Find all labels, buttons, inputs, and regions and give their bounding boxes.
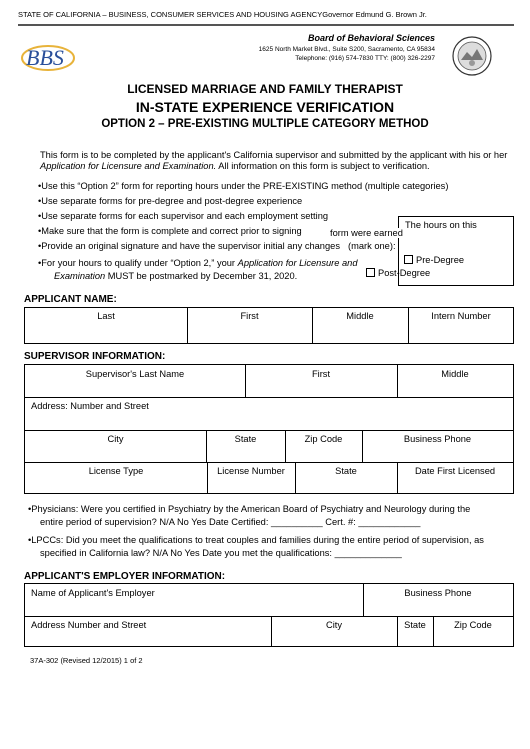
title-line-1: LICENSED MARRIAGE AND FAMILY THERAPIST	[127, 82, 403, 96]
field-supervisor-city[interactable]: City	[107, 434, 124, 444]
field-middle[interactable]: Middle	[346, 311, 374, 321]
pre-degree-option[interactable]: Pre-Degree	[404, 255, 464, 265]
physicians-question: •Physicians: Were you certified in Psychiatry by the American Board of Psychiatry and Neurology during the	[28, 504, 471, 514]
field-employer-name[interactable]: Name of Applicant's Employer	[31, 588, 155, 598]
physicians-answer-options[interactable]: N/A No Yes Date Certified: __________ Cert. #: ____________	[159, 517, 421, 527]
title-line-2: IN-STATE EXPERIENCE VERIFICATION	[135, 99, 395, 115]
hours-box-line3: (mark one):	[348, 241, 396, 251]
logo-text: BBS	[26, 45, 64, 70]
field-date-first-licensed[interactable]: Date First Licensed	[414, 466, 496, 476]
lpcc-answer-options[interactable]: N/A No Yes Date you met the qualifications: _____________	[152, 548, 402, 558]
field-intern-number[interactable]: Intern Number	[431, 311, 491, 321]
field-employer-city[interactable]: City	[325, 620, 342, 630]
bullet-1: •Use this “Option 2” form for reporting hours under the PRE-EXISTING method (multiple categories)	[38, 181, 449, 191]
board-address	[225, 45, 435, 63]
field-supervisor-zip[interactable]: Zip Code	[304, 434, 343, 444]
field-supervisor-last[interactable]: Supervisor's Last Name	[85, 369, 185, 379]
agency-header: STATE OF CALIFORNIA – BUSINESS, CONSUMER SERVICES AND HOUSING AGENCYGovernor Edmund G. Brown Jr.	[18, 10, 427, 19]
post-degree-option[interactable]: Post-Degree	[366, 268, 430, 278]
bullet-3: •Use separate forms for each supervisor and each employment setting	[38, 211, 329, 221]
field-license-state[interactable]: State	[335, 466, 357, 476]
field-employer-phone[interactable]: Business Phone	[404, 588, 472, 598]
header-rule	[18, 24, 514, 26]
hours-box-title: The hours on this	[405, 220, 477, 230]
hours-box-line2: form were earned	[330, 228, 403, 238]
field-first[interactable]: First	[240, 311, 259, 321]
supervisor-heading: SUPERVISOR INFORMATION:	[24, 351, 166, 362]
lpcc-question-cont: specified in California law? N/A No Yes Date you met the qualifications: _____________	[40, 548, 402, 558]
applicant-name-table	[24, 307, 514, 344]
post-degree-checkbox[interactable]	[366, 268, 375, 277]
applicant-heading: APPLICANT NAME:	[24, 294, 117, 305]
field-supervisor-middle[interactable]: Middle	[441, 369, 469, 379]
field-supervisor-state[interactable]: State	[234, 434, 257, 444]
title-line-3: OPTION 2 – PRE-EXISTING MULTIPLE CATEGORY METHOD	[101, 118, 429, 130]
bullet-6-cont: Examination MUST be postmarked by December 31, 2020.	[54, 271, 298, 281]
field-supervisor-phone[interactable]: Business Phone	[403, 434, 472, 444]
state-seal-icon	[452, 36, 492, 76]
board-name: Board of Behavioral Sciences	[307, 33, 435, 43]
pre-degree-checkbox[interactable]	[404, 255, 413, 264]
field-supervisor-first[interactable]: First	[311, 369, 331, 379]
field-license-number[interactable]: License Number	[217, 466, 285, 476]
bullet-2: •Use separate forms for pre-degree and post-degree experience	[38, 196, 303, 206]
employer-table	[24, 583, 514, 647]
address-line: 1625 North Market Blvd., Suite S200, Sacramento, CA 95834	[258, 46, 435, 53]
field-last[interactable]: Last	[97, 311, 115, 321]
field-license-type[interactable]: License Type	[88, 466, 144, 476]
field-employer-state[interactable]: State	[404, 620, 426, 630]
form-footer: 37A-302 (Revised 12/2015) 1 of 2	[30, 656, 143, 665]
intro-paragraph: This form is to be completed by the applicant's California supervisor and submitted by the applicant with his or her Application for Licensure and Examination. All information on this form is subject to verification.	[40, 150, 508, 171]
bullet-4: •Make sure that the form is complete and correct prior to signing	[38, 226, 302, 236]
intro-italic: Application for Licensure and Examination.	[40, 161, 217, 171]
bullet-6: •For your hours to qualify under “Option 2,” your Application for Licensure and	[38, 258, 358, 268]
employer-heading: APPLICANT'S EMPLOYER INFORMATION:	[24, 571, 226, 582]
field-employer-address[interactable]: Address Number and Street	[31, 620, 147, 630]
bullet-5: •Provide an original signature and have the supervisor initial any changes	[38, 241, 340, 251]
phone-line: Telephone: (916) 574-7830 TTY: (800) 326-2297	[295, 55, 435, 62]
physicians-question-cont: entire period of supervision? N/A No Yes Date Certified: __________ Cert. #: ____________	[40, 517, 421, 527]
field-employer-zip[interactable]: Zip Code	[454, 620, 492, 630]
field-supervisor-address[interactable]: Address: Number and Street	[31, 401, 149, 411]
bbs-logo	[20, 38, 80, 76]
supervisor-table	[24, 364, 514, 494]
governor-text: Governor Edmund G. Brown Jr.	[322, 10, 427, 19]
lpcc-question: •LPCCs: Did you meet the qualifications to treat couples and families during the entire period of supervision, as	[28, 535, 484, 545]
